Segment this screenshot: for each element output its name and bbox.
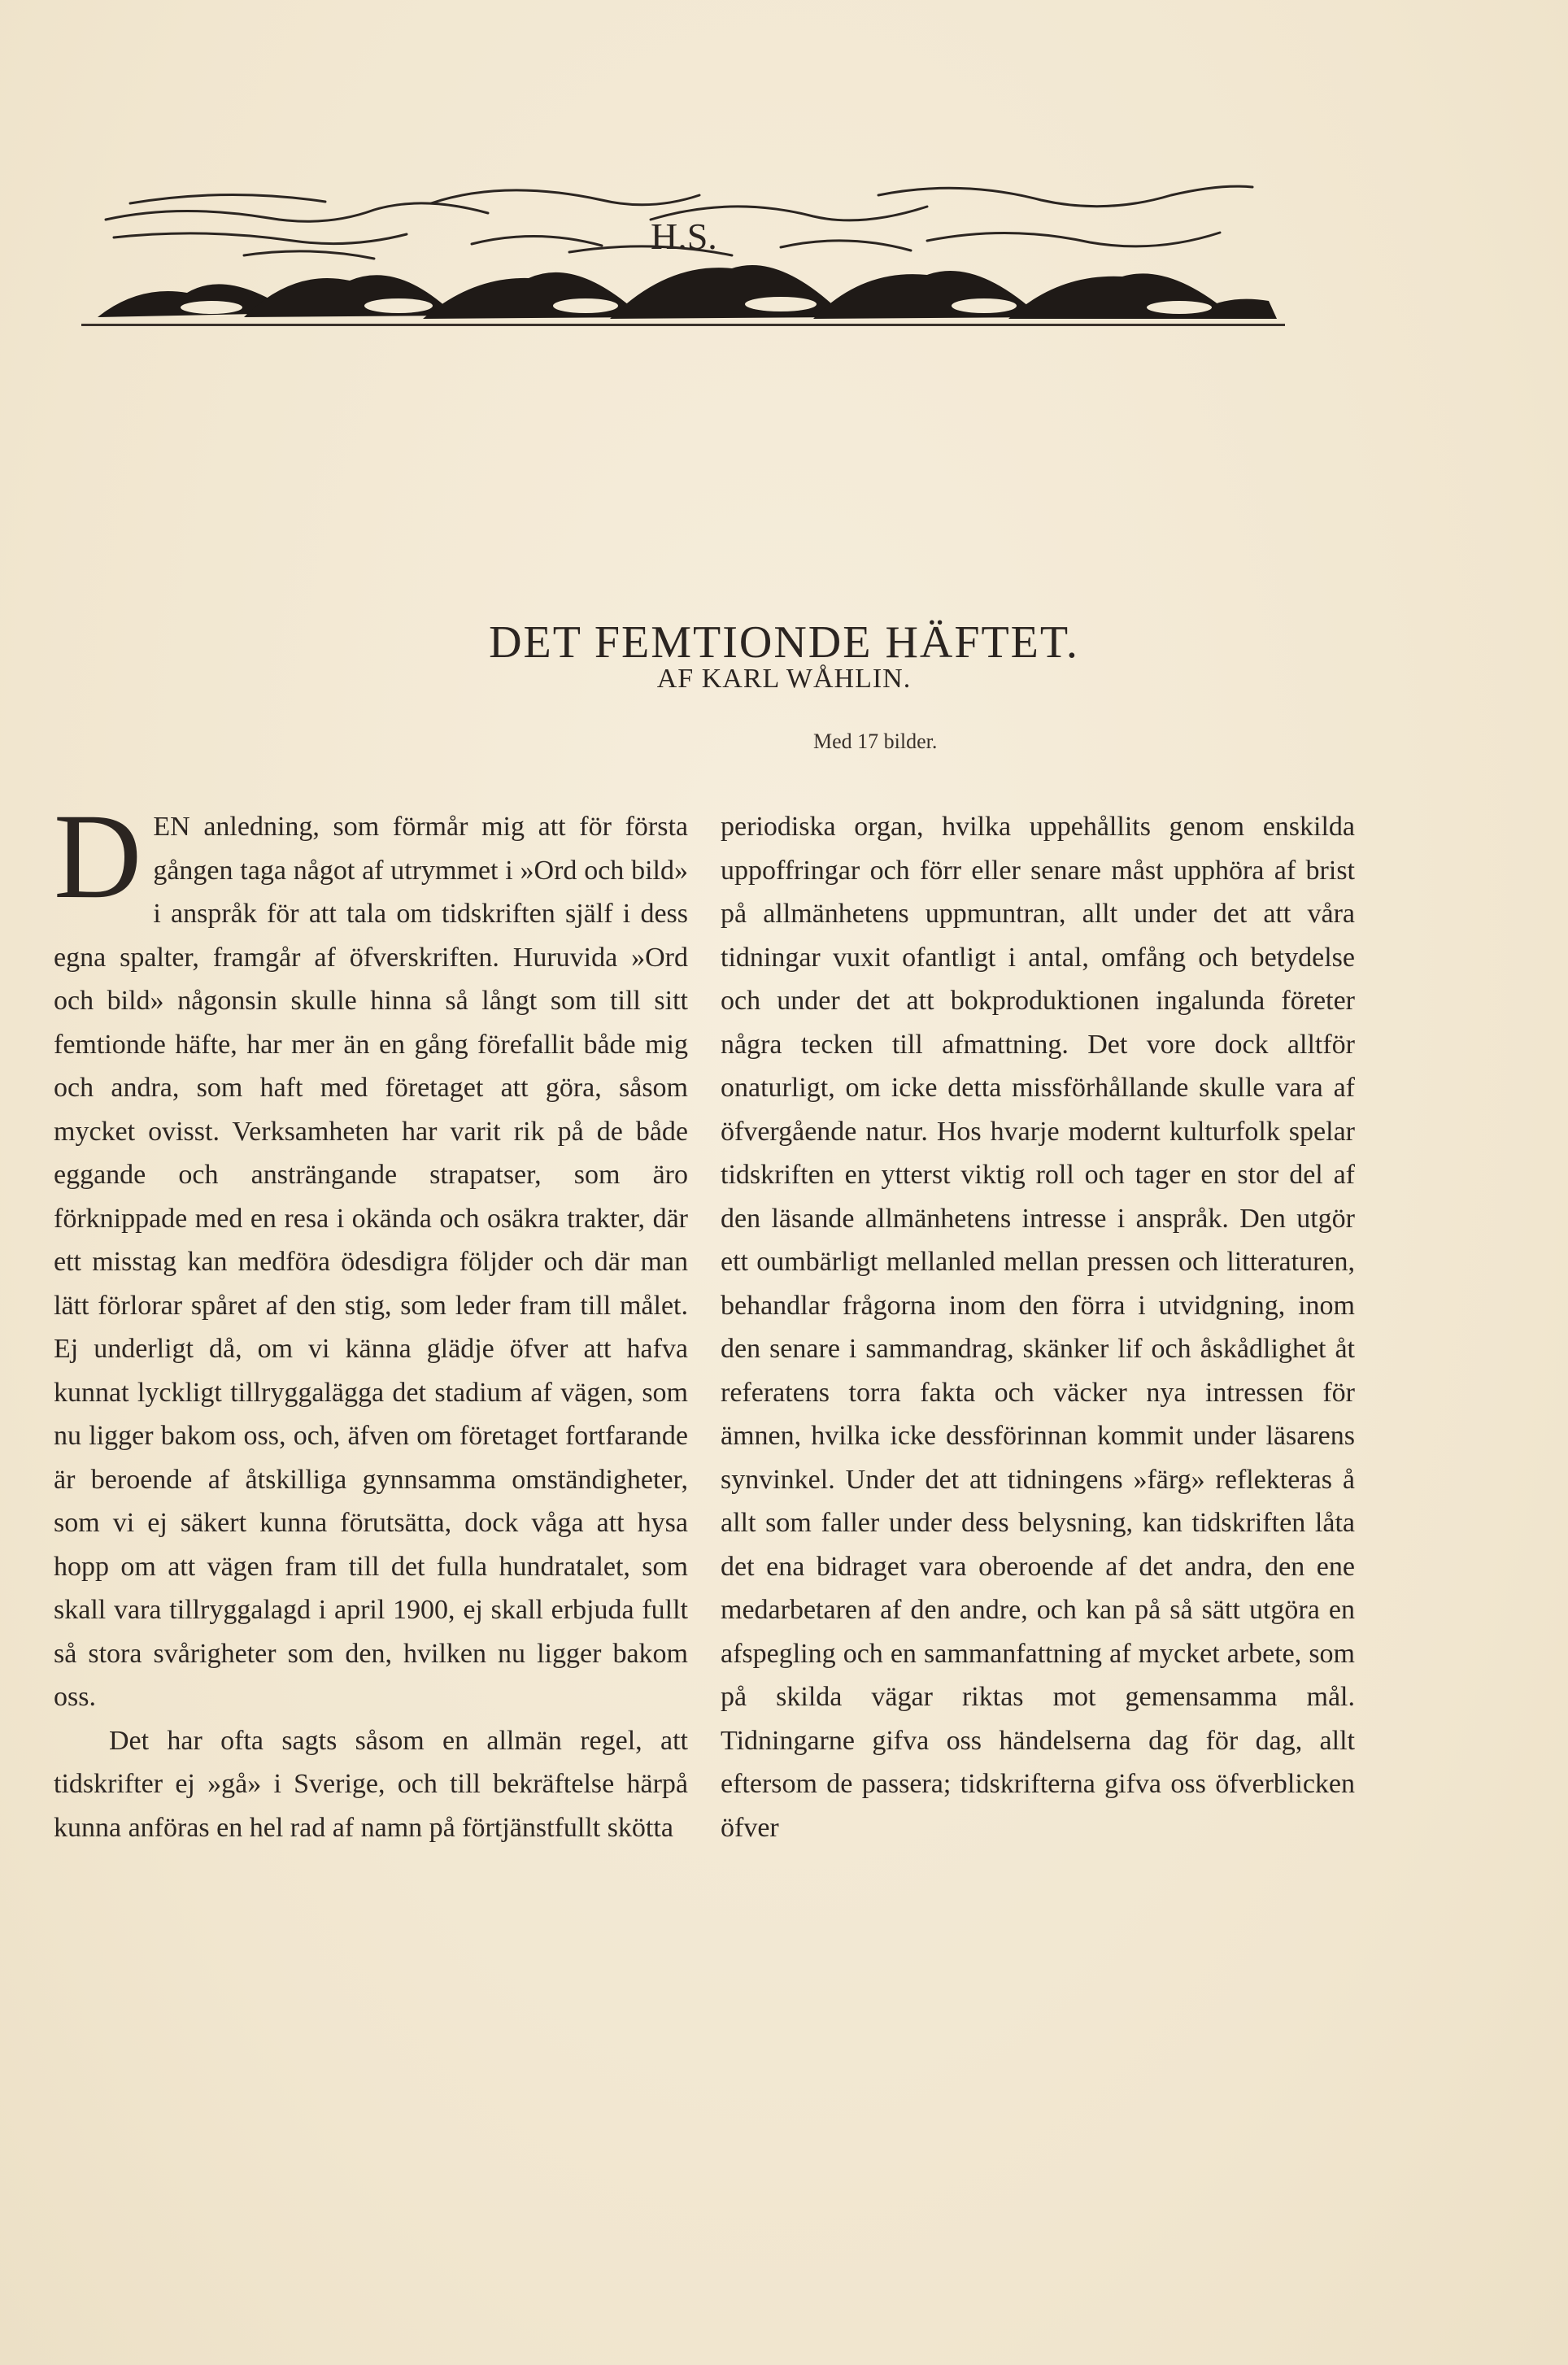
paragraph-1	[54, 789, 688, 1719]
left-column	[54, 789, 688, 1849]
article-byline: AF KARL WÅHLIN.	[656, 664, 912, 694]
illustration-note: Med 17 bilder.	[813, 730, 938, 753]
decorative-headpiece-icon	[81, 171, 1285, 333]
paragraph-2-continued: periodiska organ, hvilka uppehållits genom enskilda uppoffringar och förr eller senare måst upphöra af brist på allmänhetens uppmuntran, allt under det att våra tidningar vuxit ofantligt i antal, omfång och betydelse och under det att bokproduktionen ingalunda företer några tecken till afmattning. Det vore dock alltför onaturligt, om icke detta missförhållande skulle vara af öfvergående natur. Hos hvarje modernt kulturfolk spelar tidskriften en ytterst viktig roll och tager en stor del af den läsande allmänhetens intresse i anspråk. Den utgör ett oumbärligt mellanled mellan pressen och litteraturen, behandlar frågorna inom den förra i utvidgning, inom den senare i sammandrag, skänker lif och åskådlighet åt referatens torra fakta och väcker nya intressen för ämnen, hvilka icke dessförinnan kommit under läsarens synvinkel. Under det att tidningens »färg» reflekteras å allt som faller under dess belysning, kan tidskriften låta det ena bidraget vara oberoende af det andra, den ene medarbetaren af den andre, och kan på så sätt utgöra en afspegling och en sammanfattning af mycket arbete, som på skilda vägar riktas mot gemensamma mål. Tidningarne gifva oss händelserna dag för dag, allt eftersom de passera; tidskrifterna gifva oss öfverblicken öfver	[721, 812, 1355, 1843]
right-column	[721, 805, 1355, 1849]
paragraph-1-text: EN anledning, som förmår mig att för första gången taga något af utrymmet i »Ord och bild» i anspråk för att tala om tidskriften själf i dess egna spalter, framgår af öfverskriften. Huruvida »Ord och bild» någonsin skulle hinna så långt som till sitt femtionde häfte, har mer än en gång förefallit både mig och andra, som haft med företaget att göra, såsom mycket ovisst. Verksamheten har varit rik på de både eggande och ansträngande strapatser, som äro förknippade med en resa i okända och osäkra trakter, där ett misstag kan medföra ödesdigra följder och där man lätt förlorar spåret af den stig, som leder fram till målet. Ej underligt då, om vi känna glädje öfver att hafva kunnat lyckligt tillryggalägga det stadium af vägen, som nu ligger bakom oss, och, äfven om företaget fortfarande är beroende af åtskilliga gynnsamma omständigheter, som vi ej säkert kunna förutsätta, dock våga att hysa hopp om att vägen fram till det fulla hundratalet, som skall vara tillryggalagd i april 1900, ej skall erbjuda fullt så stora svårigheter som den, hvilken nu ligger bakom oss.	[54, 812, 688, 1712]
drop-cap: D	[54, 789, 142, 924]
paragraph-2: Det har ofta sagts såsom en allmän regel, att tidskrifter ej »gå» i Sverige, och till bekräftelse härpå kunna anföras en hel rad af namn på förtjänstfullt skötta	[54, 1725, 688, 1843]
article-title: DET FEMTIONDE HÄFTET.	[489, 616, 1079, 668]
svg-text:H.S.: H.S.	[651, 216, 717, 257]
header-rule	[81, 324, 1285, 326]
